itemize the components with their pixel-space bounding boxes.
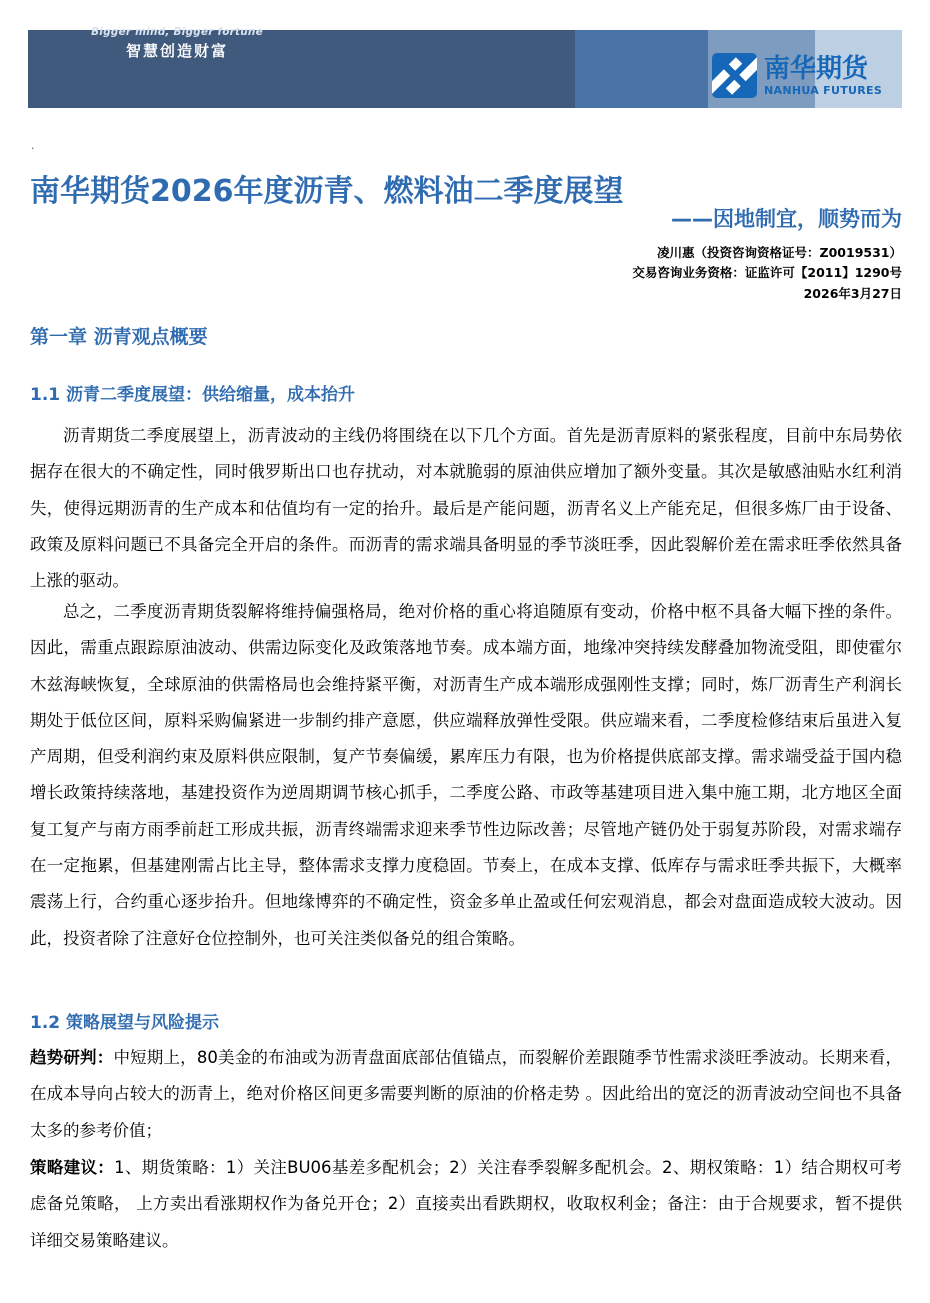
byline-date: 2026年3月27日 [803, 285, 902, 301]
paragraph-outlook: 沥青期货二季度展望上，沥青波动的主线仍将围绕在以下几个方面。首先是沥青原料的紧张程度，目前中东局势依据存在很大的不确定性，同时俄罗斯出口也存扰动，对本就脆弱的原油供应增加了额外变量。其次是敏感油贴水红利消失，使得远期沥青的生产成本和估值均有一定的抬升。最后是产能问题，沥青名义上产能充足，但很多炼厂由于设备、政策及原料问题已不具备完全开启的条件。而沥青的需求端具备明显的季节淡旺季，因此裂解价差在需求旺季依然具备上涨的驱动。 [30, 426, 902, 591]
stray-punctuation-mark: . [31, 139, 35, 152]
logo-name-english: NANHUA FUTURES [764, 83, 883, 97]
byline-author: 凌川惠（投资咨询资格证号：Z0019531） [657, 245, 902, 260]
paragraph-trend-judgement [30, 1040, 902, 1149]
page-title: 南华期货2026年度沥青、燃料油二季度展望 [30, 174, 624, 209]
chapter-heading: 第一章 沥青观点概要 [30, 326, 208, 348]
company-logo [712, 53, 882, 98]
paragraph-summary: 总之，二季度沥青期货裂解将维持偏强格局，绝对价格的重心将追随原有变动，价格中枢不具备大幅下挫的条件。因此，需重点跟踪原油波动、供需边际变化及政策落地节奏。成本端方面，地缘冲突持续发酵叠加物流受阻，即使霍尔木兹海峡恢复，全球原油的供需格局也会维持紧平衡，对沥青生产成本端形成强刚性支撑；同时，炼厂沥青生产利润长期处于低位区间，原料采购偏紧进一步制约排产意愿，供应端释放弹性受限。供应端来看，二季度检修结束后虽进入复产周期，但受利润约束及原料供应限制，复产节奏偏缓，累库压力有限，也为价格提供底部支撑。需求端受益于国内稳增长政策持续落地，基建投资作为逆周期调节核心抓手，二季度公路、市政等基建项目进入集中施工期，北方地区全面复工复产与南方雨季前赶工形成共振，沥青终端需求迎来季节性边际改善；尽管地产链仍处于弱复苏阶段，对需求端存在一定拖累，但基建刚需占比主导，整体需求支撑力度稳固。节奏上，在成本支撑、低库存与需求旺季共振下，大概率震荡上行，合约重心逐步抬升。但地缘博弈的不确定性，资金多单止盈或任何宏观消息，都会对盘面造成较大波动。因此，投资者除了注意好仓位控制外，也可关注类似备兑的组合策略。 [30, 602, 902, 948]
section-heading-1-1: 1.1 沥青二季度展望：供给缩量，成本抬升 [30, 385, 356, 405]
trend-text: 中短期上，80美金的布油或为沥青盘面底部估值锚点，而裂解价差跟随季节性需求淡旺季波动。长期来看，在成本导向占较大的沥青上，绝对价格区间更多需要判断的原油的价格走势 。因此给出的宽泛的沥青波动空间也不具备太多的参考价值； [30, 1048, 903, 1140]
tagline-chinese: 智慧创造财富 [125, 42, 228, 61]
logo-name-chinese: 南华期货 [764, 53, 869, 84]
byline [632, 243, 902, 304]
paragraph-strategy-advice [30, 1150, 902, 1259]
banner-band-mid [575, 30, 708, 108]
trend-label: 趋势研判： [30, 1048, 114, 1067]
logo-wordmark [764, 53, 883, 97]
page-subtitle: ——因地制宜，顺势而为 [671, 207, 902, 231]
section-heading-1-2: 1.2 策略展望与风险提示 [30, 1013, 220, 1033]
advice-text: 1、期货策略：1）关注BU06基差多配机会；2）关注春季裂解多配机会。2、期权策略：1）结合期权可考虑备兑策略， 上方卖出看涨期权作为备兑开仓；2）直接卖出看跌期权，收取权利金；备注：由于合规要求，暂不提供详细交易策略建议。 [30, 1158, 903, 1250]
nanhua-logo-icon [712, 53, 757, 98]
advice-label: 策略建议： [30, 1158, 115, 1177]
tagline-english: Bigger mind, Bigger fortune [91, 26, 263, 38]
byline-license: 交易咨询业务资格：证监许可【2011】1290号 [632, 265, 902, 281]
company-tagline [57, 26, 297, 61]
